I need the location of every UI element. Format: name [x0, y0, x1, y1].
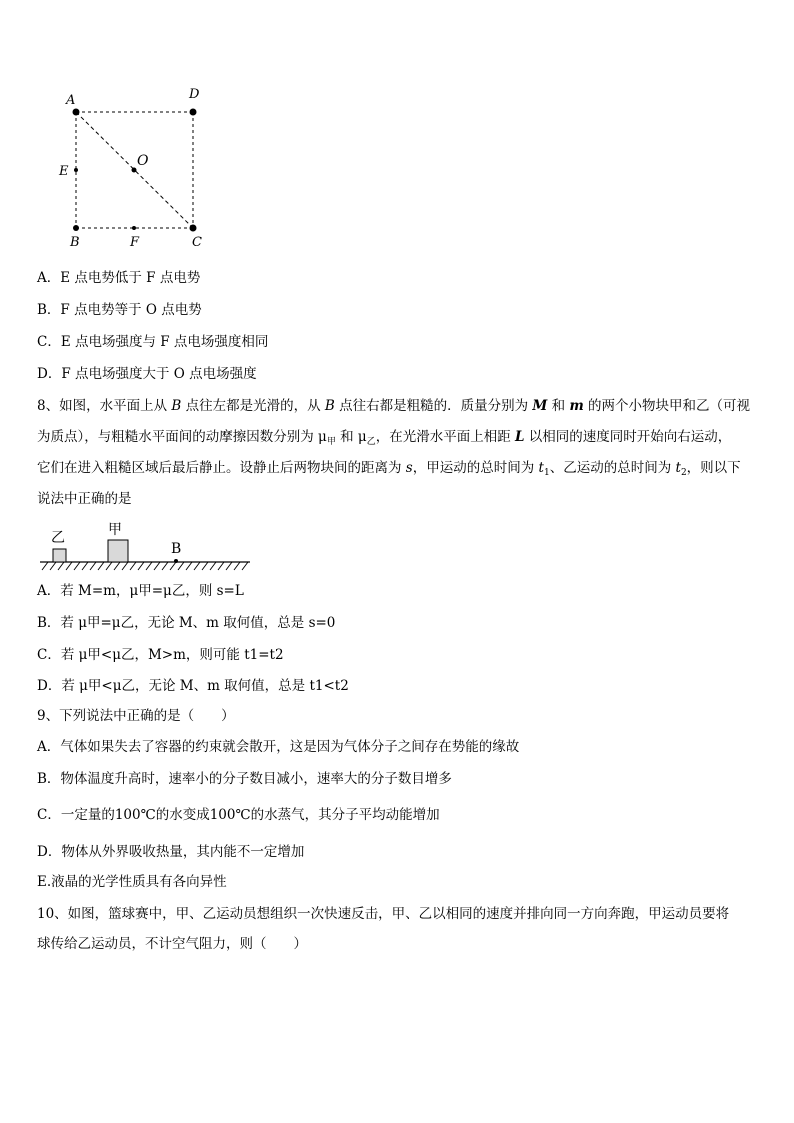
q8-text: 它们在进入粗糙区域后最后静止。设静止后两物块间的距离为 [37, 460, 406, 476]
label-f: F [130, 235, 140, 250]
q8-option-b: B．若 μ甲=μ乙，无论 M、m 取何值，总是 s=0 [37, 615, 336, 631]
point-e [74, 168, 78, 172]
q8-var-m-small: m [569, 398, 584, 414]
q8-var-l: L [515, 429, 525, 445]
q9-stem: 9、下列说法中正确的是（ ） [37, 708, 235, 724]
q8-var-b: B [171, 398, 182, 414]
q8-option-d: D．若 μ甲<μ乙，无论 M、m 取何值，总是 t1<t2 [37, 678, 349, 694]
q8-var-t2: t [675, 460, 681, 476]
q7-option-c: C．E 点电场强度与 F 点电场强度相同 [37, 334, 269, 350]
q8-stem-line4: 说法中正确的是 [37, 491, 132, 507]
q8-sub-2: 2 [680, 468, 687, 478]
block-yi [53, 549, 66, 562]
block-jia [108, 540, 128, 562]
point-f [132, 226, 136, 230]
q8-text: 、乙运动的总时间为 [549, 460, 676, 476]
point-d [190, 109, 197, 116]
q8-text: 点往右都是粗糙的．质量分别为 [334, 398, 533, 414]
q9-option-b: B．物体温度升高时，速率小的分子数目减小，速率大的分子数目增多 [37, 771, 452, 787]
label-o: O [137, 153, 149, 169]
q9-option-a: A．气体如果失去了容器的约束就会散开，这是因为气体分子之间存在势能的缘故 [37, 739, 520, 755]
label-yi: 乙 [51, 530, 65, 546]
q8-text: 和 μ [335, 429, 367, 445]
q7-option-d: D．F 点电场强度大于 O 点电场强度 [37, 366, 257, 382]
q9-option-c: C．一定量的100℃的水变成100℃的水蒸气，其分子平均动能增加 [37, 807, 440, 823]
point-o [132, 168, 137, 173]
label-jia: 甲 [108, 522, 122, 538]
q8-var-s: s [405, 460, 413, 476]
q8-text: 点往左都是光滑的，从 [181, 398, 325, 414]
q8-sub-1: 1 [543, 468, 550, 478]
q8-option-c: C．若 μ甲<μ乙，M>m，则可能 t1=t2 [37, 647, 284, 663]
q8-var-b: B [324, 398, 335, 414]
q8-text: ，在光滑水平面上相距 [375, 429, 516, 445]
square-field-figure [50, 80, 220, 255]
q8-stem-line3 [37, 459, 741, 482]
q10-stem-line2: 球传给乙运动员，不计空气阻力，则（ ） [37, 936, 307, 952]
q8-option-a: A．若 M=m，μ甲=μ乙，则 s=L [37, 583, 244, 599]
blocks-on-surface-figure [38, 518, 253, 574]
label-e: E [59, 164, 69, 179]
q7-option-a: A．E 点电势低于 F 点电势 [37, 270, 201, 286]
q8-text: ，则以下 [686, 460, 741, 476]
q8-text: 8、如图，水平面上从 [37, 398, 172, 414]
label-b: B [171, 541, 182, 557]
point-b [73, 225, 79, 231]
q8-sub-yi: 乙 [366, 437, 376, 447]
q9-option-e: E.液晶的光学性质具有各向异性 [37, 874, 227, 890]
q8-text: ，甲运动的总时间为 [412, 460, 539, 476]
q8-stem-line1 [37, 397, 750, 415]
label-a: A [66, 93, 76, 108]
label-d: D [189, 87, 200, 102]
label-c: C [192, 235, 202, 250]
q8-text: 为质点），与粗糙水平面间的动摩擦因数分别为 μ [37, 429, 327, 445]
point-c [190, 225, 197, 232]
q8-var-t1: t [538, 460, 544, 476]
ground-hatching [42, 562, 248, 570]
q8-text: 的两个小物块甲和乙（可视 [583, 398, 751, 414]
q8-text: 以相同的速度同时开始向右运动， [524, 429, 732, 445]
point-b-marker [174, 559, 178, 563]
q8-var-m-big: M [532, 398, 548, 414]
q8-stem-line2 [37, 428, 731, 451]
q8-text: 和 [547, 398, 570, 414]
q9-option-d: D．物体从外界吸收热量，其内能不一定增加 [37, 844, 305, 860]
q8-sub-jia: 甲 [326, 437, 336, 447]
q7-option-b: B．F 点电势等于 O 点电势 [37, 302, 202, 318]
q10-stem-line1: 10、如图，篮球赛中，甲、乙运动员想组织一次快速反击，甲、乙以相同的速度并排向同一方向奔跑，甲运动员要将 [37, 906, 730, 922]
label-b: B [70, 235, 80, 250]
point-a [73, 109, 80, 116]
